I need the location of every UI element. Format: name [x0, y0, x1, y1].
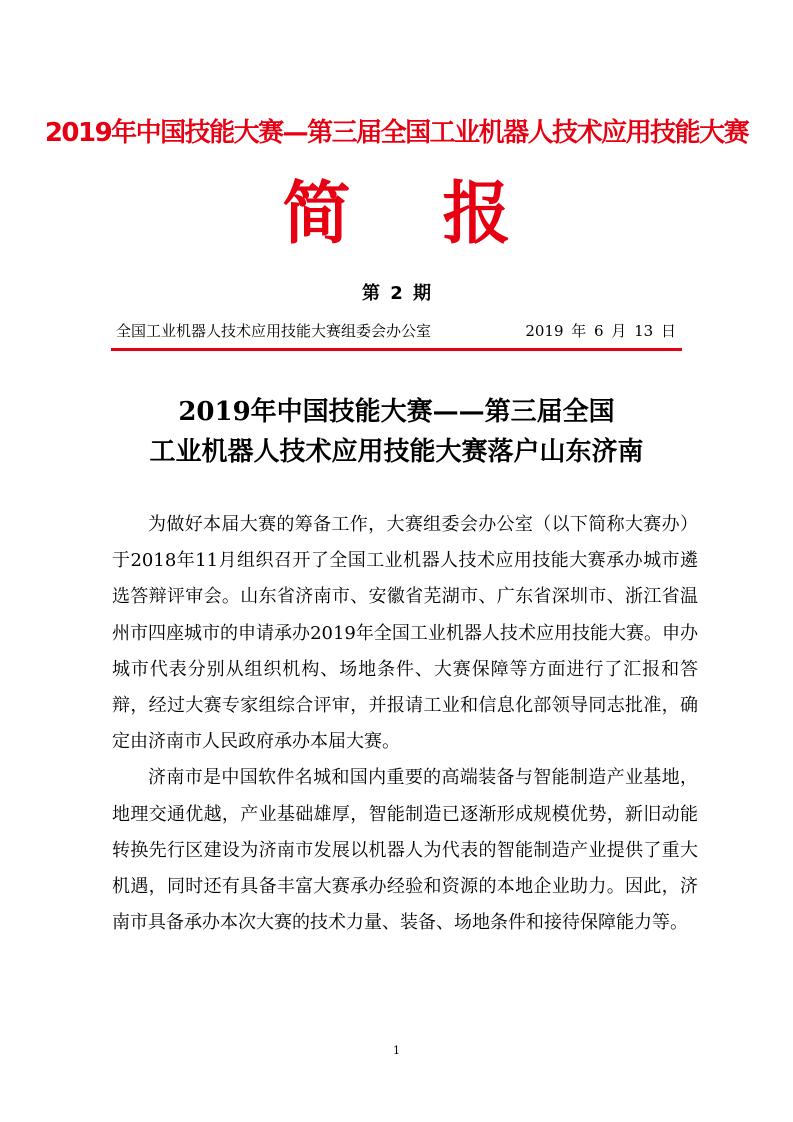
article-title-line-1: 2019年中国技能大赛——第三届全国	[178, 397, 615, 427]
article-paragraph-2: 济南市是中国软件名城和国内重要的高端装备与智能制造产业基地，地理交通优越，产业基础雄厚，智能制造已逐渐形成规模优势，新旧动能转换先行区建设为济南市发展以机器人为代表的智能制造产业提供了重大机遇，同时还有具备丰富大赛承办经验和资源的本地企业助力。因此，济南市具备承办本次大赛的技术力量、装备、场地条件和接待保障能力等。	[112, 767, 698, 934]
article-title	[0, 392, 793, 472]
article-paragraph-1: 为做好本届大赛的筹备工作，大赛组委会办公室（以下简称大赛办）于2018年11月组织召开了全国工业机器人技术应用技能大赛承办城市遴选答辩评审会。山东省济南市、安徽省芜湖市、广东省深圳市、浙江省温州市四座城市的申请承办2019年全国工业机器人技术应用技能大赛。申办城市代表分别从组织机构、场地条件、大赛保障等方面进行了汇报和答辩，经过大赛专家组综合评审，并报请工业和信息化部领导同志批准，确定由济南市人民政府承办本届大赛。	[112, 514, 698, 753]
issue-number: 第 2 期	[361, 283, 432, 304]
issue-date: 2019 年 6 月 13 日	[525, 322, 676, 340]
article-title-line-2: 工业机器人技术应用技能大赛落户山东济南	[149, 437, 644, 467]
event-header-title: 2019年中国技能大赛—第三届全国工业机器人技术应用技能大赛	[44, 118, 749, 148]
issuer-line	[116, 320, 676, 341]
bulletin-title: 简报	[282, 174, 603, 254]
issuing-office: 全国工业机器人技术应用技能大赛组委会办公室	[116, 322, 432, 340]
red-divider-rule	[111, 348, 682, 351]
page-number: 1	[393, 1044, 400, 1057]
article-body	[112, 507, 698, 941]
